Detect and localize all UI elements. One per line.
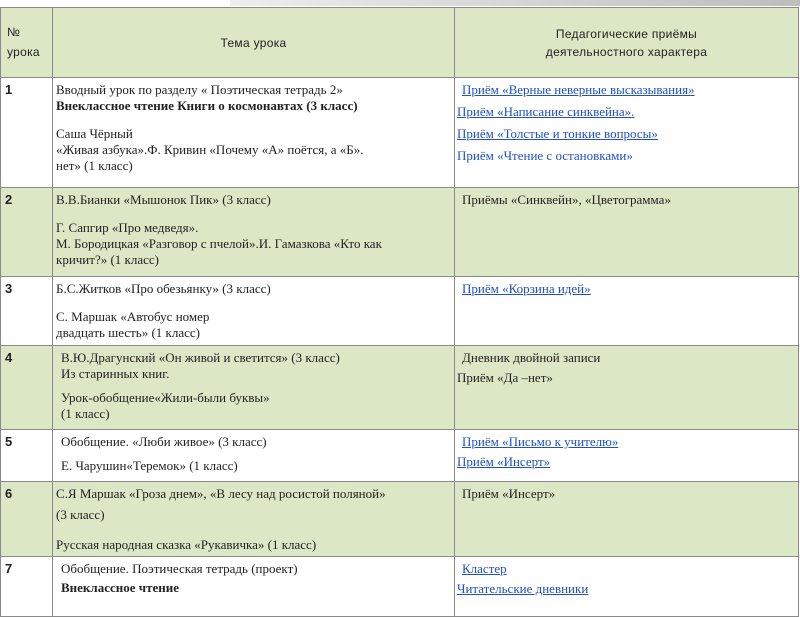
table-row (1, 277, 799, 346)
table-row (1, 346, 799, 430)
topic-line: Е. Чарушин«Теремок» (1 класс) (61, 458, 238, 473)
topic-line: С.Я Маршак «Гроза днем», «В лесу над росистой поляной» (56, 486, 386, 501)
row-number: 3 (1, 277, 53, 346)
topic-spacer (56, 523, 450, 537)
row-topic (53, 346, 455, 430)
topic-line: В.Ю.Драгунский «Он живой и светится» (3 класс) (61, 350, 340, 365)
row-number: 4 (1, 346, 53, 430)
row-topic (53, 188, 455, 277)
method-link[interactable]: Кластер (462, 561, 507, 576)
topic-line: Из старинных книг. (61, 366, 170, 381)
table-row (1, 188, 799, 277)
topic-spacer (56, 382, 450, 390)
topic-spacer (56, 114, 450, 126)
topic-line: Вводный урок по разделу « Поэтическая тетрадь 2» (56, 82, 343, 97)
header-number-word: урока (7, 44, 40, 59)
topic-line: Обобщение. «Люби живое» (3 класс) (61, 434, 267, 449)
topic-line: В.В.Бианки «Мышонок Пик» (3 класс) (56, 192, 271, 207)
topic-line: Внеклассное чтение Книги о космонавтах (3 класс) (56, 98, 358, 113)
topic-spacer (56, 297, 450, 309)
table-row (1, 557, 799, 617)
topic-line: (3 класс) (56, 507, 105, 522)
header-number-sign: № (7, 25, 21, 40)
header-methods-line-1: Педагогические приёмы (555, 26, 698, 41)
row-methods (455, 277, 799, 346)
row-number: 2 (1, 188, 53, 277)
table-row (1, 482, 799, 557)
topic-line: Г. Сапгир «Про медведя». (56, 220, 199, 235)
method-link[interactable]: Приём «Корзина идей» (462, 281, 591, 296)
method-link[interactable]: Приём «Толстые и тонкие вопросы» (457, 126, 658, 141)
row-topic (53, 430, 455, 482)
table-header-row (1, 8, 799, 78)
decorative-top-bar (230, 0, 800, 6)
method-text: Дневник двойной записи (462, 350, 601, 365)
table-row (1, 78, 799, 188)
topic-line: С. Маршак «Автобус номер (56, 309, 210, 324)
method-text: Приём «Да –нет» (457, 370, 553, 385)
topic-line: Русская народная сказка «Рукавичка» (1 класс) (56, 537, 317, 552)
method-text: Приём «Чтение с остановками» (457, 148, 633, 163)
topic-line: Саша Чёрный (56, 126, 133, 141)
row-methods (455, 430, 799, 482)
row-number: 5 (1, 430, 53, 482)
lessons-table (0, 7, 799, 617)
row-topic (53, 557, 455, 617)
method-link[interactable]: Приём «Написание синквейна». (457, 104, 635, 119)
row-number: 1 (1, 78, 53, 188)
row-methods (455, 188, 799, 277)
method-link[interactable]: Читательские дневники (457, 581, 589, 596)
header-methods-line-2: деятельностного характера (545, 44, 708, 59)
table-row (1, 430, 799, 482)
row-topic (53, 482, 455, 557)
topic-spacer (56, 450, 450, 458)
row-methods (455, 482, 799, 557)
topic-line: Урок-обобщение«Жили-были буквы» (61, 390, 270, 405)
topic-line: двадцать шесть» (1 класс) (56, 325, 200, 340)
row-methods (455, 78, 799, 188)
row-methods (455, 346, 799, 430)
topic-line: М. Бородицкая «Разговор с пчелой».И. Гамазкова «Кто как (56, 236, 382, 251)
header-lesson-number (1, 8, 53, 78)
row-topic (53, 78, 455, 188)
topic-line: «Живая азбука».Ф. Кривин «Почему «А» поётся, а «Б». (56, 142, 364, 157)
row-number: 6 (1, 482, 53, 557)
row-methods (455, 557, 799, 617)
method-link[interactable]: Приём «Верные неверные высказывания» (462, 82, 695, 97)
topic-line: Внеклассное чтение (61, 580, 180, 595)
method-text: Приёмы «Синквейн», «Цветограмма» (462, 192, 671, 207)
method-link[interactable]: Приём «Письмо к учителю» (462, 434, 619, 449)
topic-line: (1 класс) (61, 406, 110, 421)
row-topic (53, 277, 455, 346)
topic-line: Обобщение. Поэтическая тетрадь (проект) (61, 561, 298, 576)
header-topic: Тема урока (53, 8, 455, 78)
topic-line: нет» (1 класс) (56, 158, 133, 173)
topic-spacer (56, 208, 450, 220)
header-methods (455, 8, 799, 78)
topic-line: Б.С.Житков «Про обезьянку» (3 класс) (56, 281, 271, 296)
row-number: 7 (1, 557, 53, 617)
method-text: Приём «Инсерт» (462, 486, 556, 501)
method-link[interactable]: Приём «Инсерт» (457, 454, 551, 469)
topic-line: кричит?» (1 класс) (56, 252, 159, 267)
